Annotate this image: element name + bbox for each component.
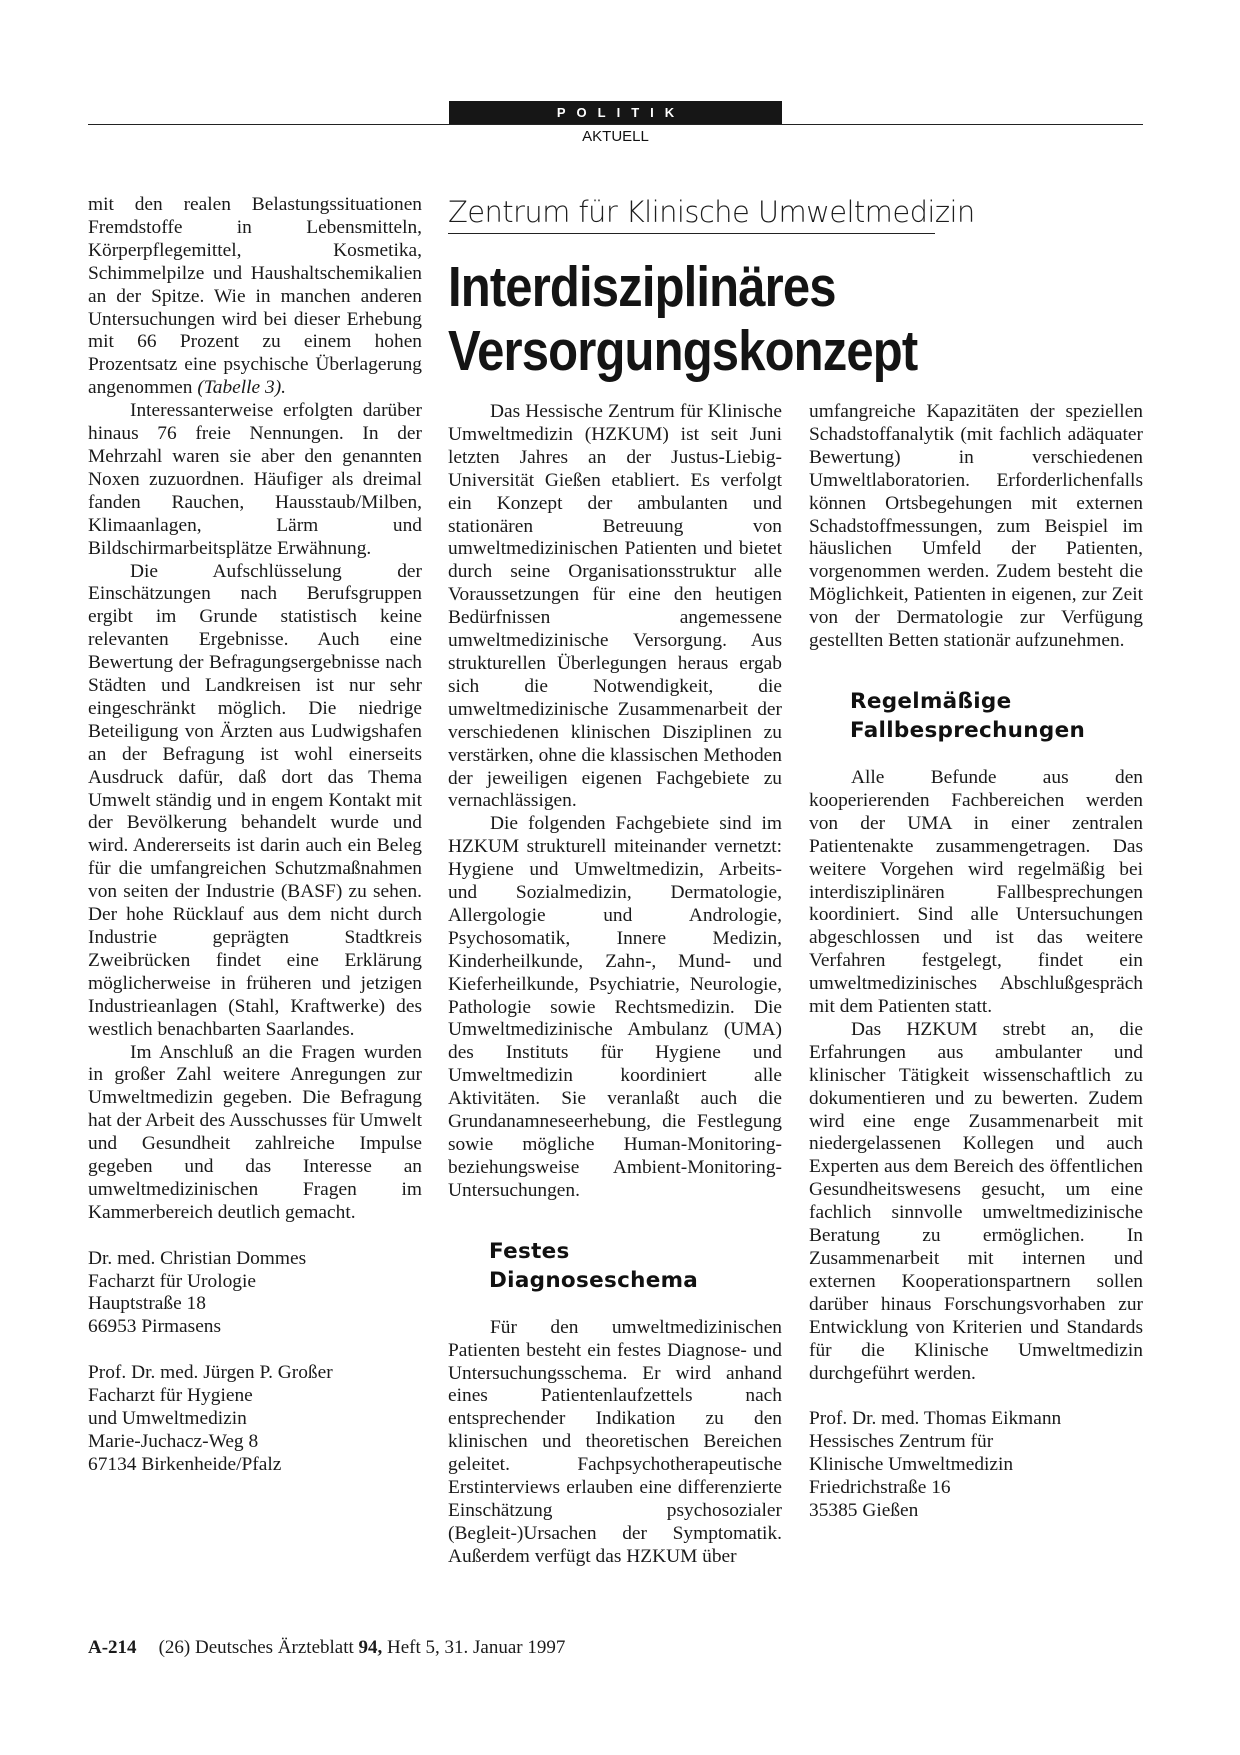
citation-issue: Heft 5, 31. Januar 1997 [387, 1637, 566, 1658]
author-line: 66953 Pirmasens [88, 1316, 222, 1338]
subsection-label: AKTUELL [582, 128, 649, 145]
column-3 [809, 401, 1143, 1523]
paragraph: Alle Befunde aus den kooperierenden Fachbereichen werden von der UMA in einer zentralen Patientenakte zusammengetragen. Das weitere Vorgehen wird regelmäßig bei interdisziplinären Fallbesprechungen koordiniert. Sind alle Untersuchungen abgeschlossen und ist das weitere Verfahren festgelegt, findet ein umweltmedizinisches Abschlußgespräch mit dem Patienten statt. [809, 766, 1143, 1018]
author-line: Hessisches Zentrum für [809, 1431, 994, 1453]
author-line: 35385 Gießen [809, 1499, 919, 1521]
author-line: Friedrichstraße 16 [809, 1477, 951, 1499]
page-footer [88, 1637, 565, 1659]
kicker-rule [448, 233, 935, 234]
paragraph: umfangreiche Kapazitäten der speziellen Schadstoffanalytik (mit fachlich adäquater Bewertung) in verschiedenen Umweltlaboratorien. Erforderlichenfalls können Ortsbegehungen mit externen Schadstoffmessungen, zum Beispiel im häuslichen Umfeld der Patienten, vorgenommen werden. Zudem besteht die Möglichkeit, Patienten in eigenen, zur Zeit von der Dermatologie zur Verfügung gestellten Betten stationär aufzunehmen. [809, 401, 1143, 652]
article-headline [448, 255, 1050, 383]
author-line: Facharzt für Hygiene [88, 1385, 253, 1407]
subheading [489, 1237, 782, 1295]
header-rule [88, 124, 1143, 125]
subheading-line: Diagnoseschema [489, 1267, 699, 1293]
paragraph: Für den umweltmedizinischen Patienten besteht ein festes Diagnose- und Untersuchungsschema. Er wird anhand eines Patientenlaufzettels nach entsprechender Indikation zu den klinischen und theoretischen Bereichen geleitet. Fachpsychotherapeutische Erstinterviews erlauben eine differenzierte Einschätzung psychosozialer (Begleit-)Ursachen der Symptomatik. Außerdem verfügt das HZKUM über [448, 1316, 782, 1567]
author-line: Dr. med. Christian Dommes [88, 1247, 307, 1269]
author-block-3 [809, 1408, 1143, 1523]
article-kicker: Zentrum für Klinische Umweltmedizin [448, 195, 975, 229]
column-2 [448, 401, 782, 1569]
subheading [850, 687, 1143, 745]
citation-volume: 94, [358, 1637, 383, 1658]
subheading-line: Fallbesprechungen [850, 717, 1086, 743]
author-line: Prof. Dr. med. Jürgen P. Großer [88, 1362, 333, 1384]
headline-line: Interdisziplinäres [448, 255, 836, 319]
headline-line: Versorgungskonzept [448, 319, 918, 383]
author-block-1 [88, 1248, 422, 1340]
paragraph: Das HZKUM strebt an, die Erfahrungen aus ambulanter und klinischer Tätigkeit wissenschaftlich zu dokumentieren und zu bewerten. Zudem wird eine enge Zusammenarbeit mit niedergelassenen Kollegen und auch Experten aus dem Bereich des öffentlichen Gesundheitswesens gesucht, um eine fachlich sinnvolle umweltmedizinische Beratung zu ermöglichen. In Zusammenarbeit mit internen und externen Kooperationspartnern sollen darüber hinaus Forschungsvorhaben zur Entwicklung von Kriterien und Standards für die Klinische Umweltmedizin durchgeführt werden. [809, 1018, 1143, 1384]
paragraph: Das Hessische Zentrum für Klinische Umweltmedizin (HZKUM) ist seit Juni letzten Jahres an der Justus-Liebig-Universität Gießen etabliert. Es verfolgt ein Konzept der ambulanten und stationären Betreuung von umweltmedizinischen Patienten und bietet durch seine Organisationsstruktur alle Voraussetzungen für eine den heutigen Bedürfnissen angemessene umweltmedizinische Versorgung. Aus strukturellen Überlegungen heraus ergab sich die Notwendigkeit, die umweltmedizinische Zusammenarbeit der verschiedenen klinischen Disziplinen zu verstärken, ohne die klassischen Methoden der jeweiligen eigenen Fachgebiete zu vernachlässigen. [448, 401, 782, 812]
author-line: Hauptstraße 18 [88, 1293, 206, 1315]
subheading-line: Regelmäßige [850, 688, 1012, 714]
author-line: 67134 Birkenheide/Pfalz [88, 1453, 282, 1475]
paragraph: Interessanterweise erfolgten darüber hinaus 76 freie Nennungen. In der Mehrzahl waren sie aber den genannten Noxen zuzuordnen. Häufiger als dreimal fanden Rauchen, Hausstaub/Milben, Klimaanlagen, Lärm und Bildschirmarbeitsplätze Erwähnung. [88, 400, 422, 559]
paragraph: Im Anschluß an die Fragen wurden in großer Zahl weitere Anregungen zur Umweltmedizin gegeben. Die Befragung hat der Arbeit des Ausschusses für Umwelt und Gesundheit zahlreiche Impulse gegeben und das Interesse an umweltmedizinischen Fragen im Kammerbereich deutlich gemacht. [88, 1041, 422, 1223]
citation-source: (26) Deutsches Ärzteblatt [158, 1637, 354, 1658]
author-line: Marie-Juchacz-Weg 8 [88, 1430, 259, 1452]
page-number: A-214 [88, 1637, 137, 1658]
column-1 [88, 194, 422, 1477]
author-line: Klinische Umweltmedizin [809, 1454, 1014, 1476]
author-line: Facharzt für Urologie [88, 1270, 256, 1292]
author-line: und Umweltmedizin [88, 1408, 247, 1429]
paragraph: Die Aufschlüsselung der Einschätzungen nach Berufsgruppen ergibt im Grunde statistisch keine relevanten Ergebnisse. Auch eine Bewertung der Befragungsergebnisse nach Städten und Landkreisen ist nur sehr eingeschränkt möglich. Die niedrige Beteiligung von Ärzten aus Ludwigshafen an der Befragung ist wohl einerseits Ausdruck dafür, daß dort das Thema Umwelt ständig und in engem Kontakt mit der Bevölkerung behandelt wurde und wird. Andererseits ist darin auch ein Beleg für die umfangreichen Schutzmaßnahmen von seiten der Industrie (BASF) zu sehen. Der hohe Rücklauf aus dem nicht durch Industrie geprägten Stadtkreis Zweibrücken findet eine Erklärung möglicherweise in früheren und jetzigen Industrieanlagen (Stahl, Kraftwerke) des westlich benachbarten Saarlandes. [88, 560, 422, 1040]
author-line: Prof. Dr. med. Thomas Eikmann [809, 1408, 1062, 1430]
author-block-2 [88, 1362, 422, 1477]
subheading-line: Festes [489, 1238, 570, 1264]
table-reference: (Tabelle 3). [197, 377, 287, 399]
section-label: POLITIK [449, 101, 782, 124]
paragraph [88, 194, 422, 400]
paragraph-text: mit den realen Belastungssituationen Fremdstoffe in Lebensmitteln, Körperpflegemittel, Kosmetika, Schimmelpilze und Haushaltschemikalien an der Spitze. Wie in manchen anderen Untersuchungen wird bei dieser Erhebung mit 66 Prozent zu einem hohen Prozentsatz eine psychische Überlagerung angenommen [88, 194, 422, 399]
paragraph: Die folgenden Fachgebiete sind im HZKUM strukturell miteinander vernetzt: Hygiene und Umweltmedizin, Arbeits- und Sozialmedizin, Dermatologie, Allergologie und Andrologie, Psychosomatik, Innere Medizin, Kinderheilkunde, Zahn-, Mund- und Kieferheilkunde, Psychiatrie, Neurologie, Pathologie sowie Rechtsmedizin. Die Umweltmedizinische Ambulanz (UMA) des Instituts für Hygiene und Umweltmedizin koordiniert alle Aktivitäten. Sie veranlaßt auch die Grundanamneseerhebung, die Festlegung sowie mögliche Human-Monitoring- beziehungsweise Ambient-Monitoring-Untersuchungen. [448, 813, 782, 1201]
